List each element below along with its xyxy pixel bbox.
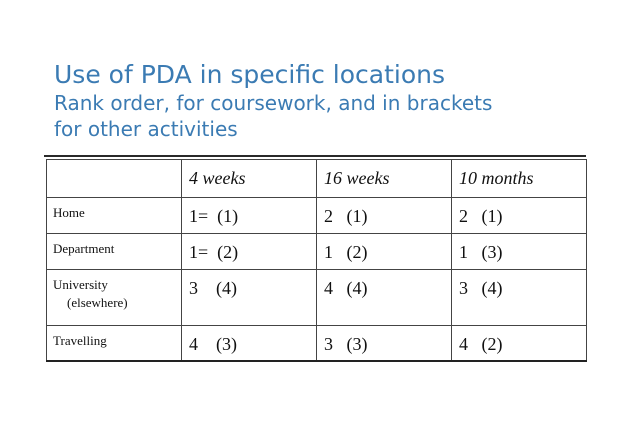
cell-value: 3 (4)	[189, 278, 237, 298]
row-label: University	[53, 277, 108, 292]
row-label: Department	[53, 241, 115, 256]
table-cell	[317, 270, 452, 326]
row-label: Home	[53, 205, 85, 220]
title-line-3: for other activities	[54, 117, 238, 141]
cell-value: 1= (1)	[189, 206, 239, 226]
slide-title	[54, 60, 624, 142]
cell-value: 1 (2)	[324, 242, 368, 262]
cell-value: 1= (2)	[189, 242, 239, 262]
cell-value: 4 (3)	[189, 334, 237, 354]
cell-value: 3 (3)	[324, 334, 368, 354]
table-cell	[317, 198, 452, 234]
cell-value: 2 (1)	[459, 206, 503, 226]
title-line-2: Rank order, for coursework, and in brackets	[54, 91, 493, 115]
cell-value: 2 (1)	[324, 206, 368, 226]
row-label-cell	[47, 198, 182, 234]
table-row	[47, 326, 587, 362]
cell-value: 3 (4)	[459, 278, 503, 298]
table-cell	[182, 234, 317, 270]
cell-value: 1 (3)	[459, 242, 503, 262]
table-cell	[182, 270, 317, 326]
header-cell-10-months	[452, 160, 587, 198]
table-cell	[317, 234, 452, 270]
row-label-sub: (elsewhere)	[67, 295, 128, 310]
column-header: 10 months	[459, 168, 534, 188]
rank-table	[46, 159, 587, 362]
table-row	[47, 198, 587, 234]
row-label: Travelling	[53, 333, 107, 348]
table-cell	[452, 270, 587, 326]
table-header-row	[47, 160, 587, 198]
row-label-cell	[47, 270, 182, 326]
table-cell	[317, 326, 452, 362]
column-header: 4 weeks	[189, 168, 246, 188]
table-row	[47, 270, 587, 326]
table-cell	[182, 326, 317, 362]
table-cell	[452, 326, 587, 362]
table-cell	[452, 234, 587, 270]
table-row	[47, 234, 587, 270]
cell-value: 4 (2)	[459, 334, 503, 354]
header-cell-empty	[47, 160, 182, 198]
header-cell-4-weeks	[182, 160, 317, 198]
column-header: 16 weeks	[324, 168, 390, 188]
row-label-cell	[47, 234, 182, 270]
table-cell	[452, 198, 587, 234]
row-label-cell	[47, 326, 182, 362]
title-line-1: Use of PDA in specific locations	[54, 60, 445, 89]
table-cell	[182, 198, 317, 234]
cell-value: 4 (4)	[324, 278, 368, 298]
title-divider	[44, 155, 586, 157]
header-cell-16-weeks	[317, 160, 452, 198]
